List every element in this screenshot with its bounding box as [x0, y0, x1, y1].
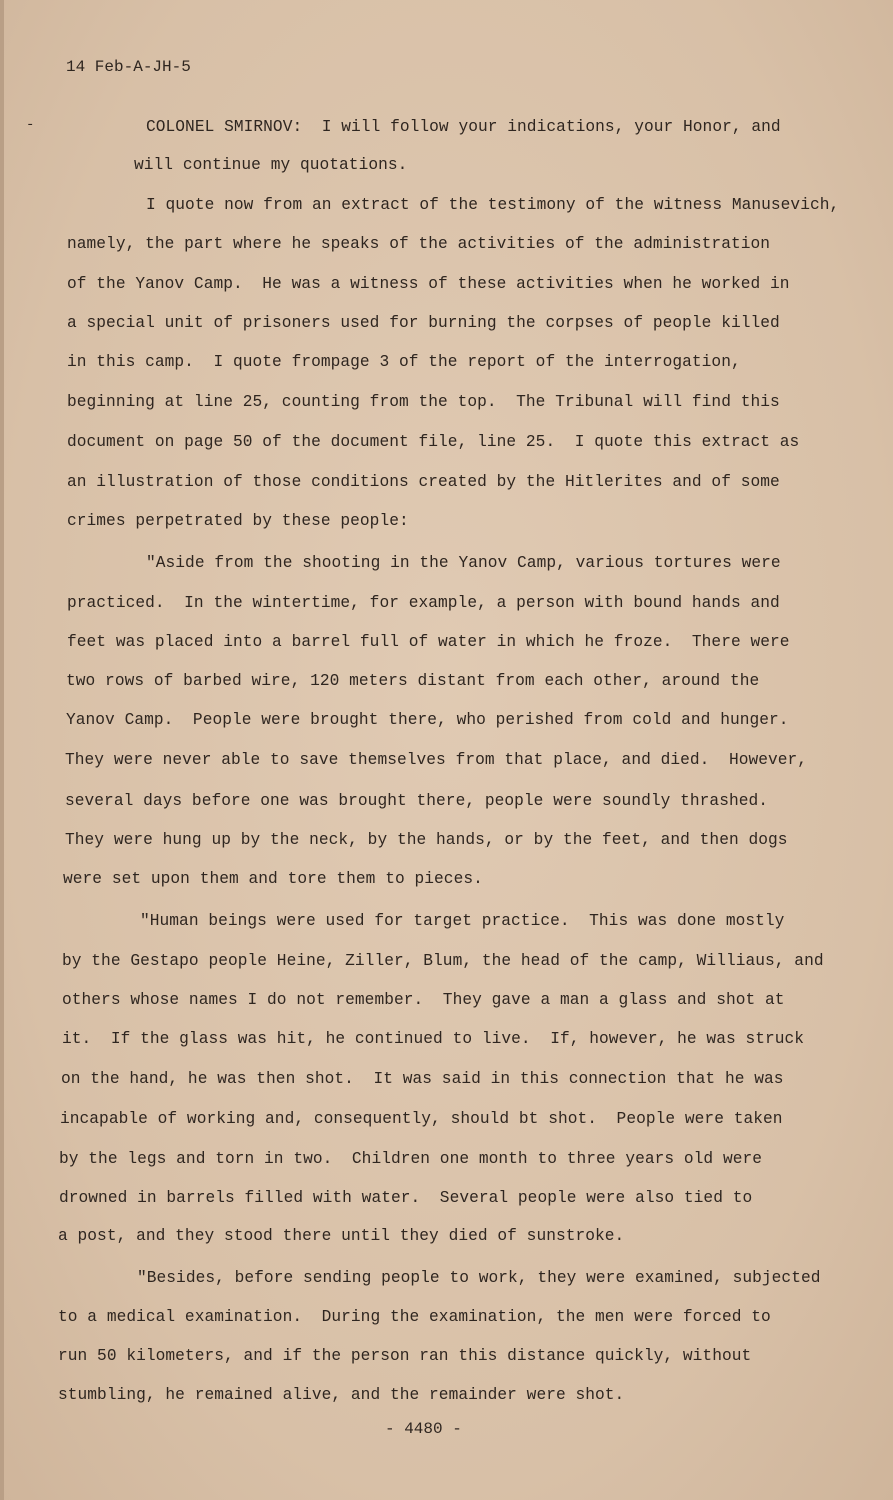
text-line: document on page 50 of the document file, line 25. I quote this extract as: [67, 433, 800, 451]
text-line: crimes perpetrated by these people:: [67, 512, 409, 530]
text-line: on the hand, he was then shot. It was said in this connection that he was: [61, 1070, 784, 1088]
text-line: They were hung up by the neck, by the hands, or by the feet, and then dogs: [65, 831, 788, 849]
text-line: namely, the part where he speaks of the activities of the administration: [67, 235, 771, 253]
text-line: incapable of working and, consequently, should bt shot. People were taken: [60, 1110, 783, 1128]
page-number: - 4480 -: [385, 1420, 462, 1438]
text-line: others whose names I do not remember. They gave a man a glass and shot at: [62, 991, 785, 1009]
text-line: several days before one was brought there, people were soundly thrashed.: [65, 792, 769, 810]
text-line: will continue my quotations.: [134, 156, 408, 174]
text-line: feet was placed into a barrel full of water in which he froze. There were: [67, 633, 790, 651]
text-line: to a medical examination. During the examination, the men were forced to: [58, 1308, 771, 1326]
text-line: "Aside from the shooting in the Yanov Camp, various tortures were: [146, 554, 781, 572]
text-line: a post, and they stood there until they died of sunstroke.: [58, 1227, 625, 1245]
text-line: run 50 kilometers, and if the person ran this distance quickly, without: [58, 1347, 752, 1365]
text-line: "Besides, before sending people to work, they were examined, subjected: [137, 1269, 821, 1287]
text-line: an illustration of those conditions created by the Hitlerites and of some: [67, 473, 780, 491]
text-line: I quote now from an extract of the testimony of the witness Manusevich,: [146, 196, 840, 214]
text-line: two rows of barbed wire, 120 meters distant from each other, around the: [66, 672, 760, 690]
page-edge: [0, 0, 4, 1500]
document-header: 14 Feb-A-JH-5: [66, 58, 191, 76]
text-line: a special unit of prisoners used for burning the corpses of people killed: [67, 314, 780, 332]
margin-mark: -: [26, 117, 35, 133]
text-line: stumbling, he remained alive, and the remainder were shot.: [58, 1386, 625, 1404]
text-line: drowned in barrels filled with water. Several people were also tied to: [59, 1189, 753, 1207]
text-line: practiced. In the wintertime, for example, a person with bound hands and: [67, 594, 780, 612]
text-line: "Human beings were used for target practice. This was done mostly: [140, 912, 785, 930]
text-line: COLONEL SMIRNOV: I will follow your indications, your Honor, and: [146, 118, 781, 136]
text-line: were set upon them and tore them to pieces.: [63, 870, 483, 888]
text-line: by the Gestapo people Heine, Ziller, Blum, the head of the camp, Williaus, and: [62, 952, 824, 970]
text-line: by the legs and torn in two. Children one month to three years old were: [59, 1150, 763, 1168]
text-line: Yanov Camp. People were brought there, who perished from cold and hunger.: [66, 711, 789, 729]
text-line: They were never able to save themselves from that place, and died. However,: [65, 751, 808, 769]
text-line: it. If the glass was hit, he continued to live. If, however, he was struck: [62, 1030, 805, 1048]
text-line: in this camp. I quote frompage 3 of the report of the interrogation,: [67, 353, 741, 371]
text-line: beginning at line 25, counting from the top. The Tribunal will find this: [67, 393, 780, 411]
text-line: of the Yanov Camp. He was a witness of these activities when he worked in: [67, 275, 790, 293]
